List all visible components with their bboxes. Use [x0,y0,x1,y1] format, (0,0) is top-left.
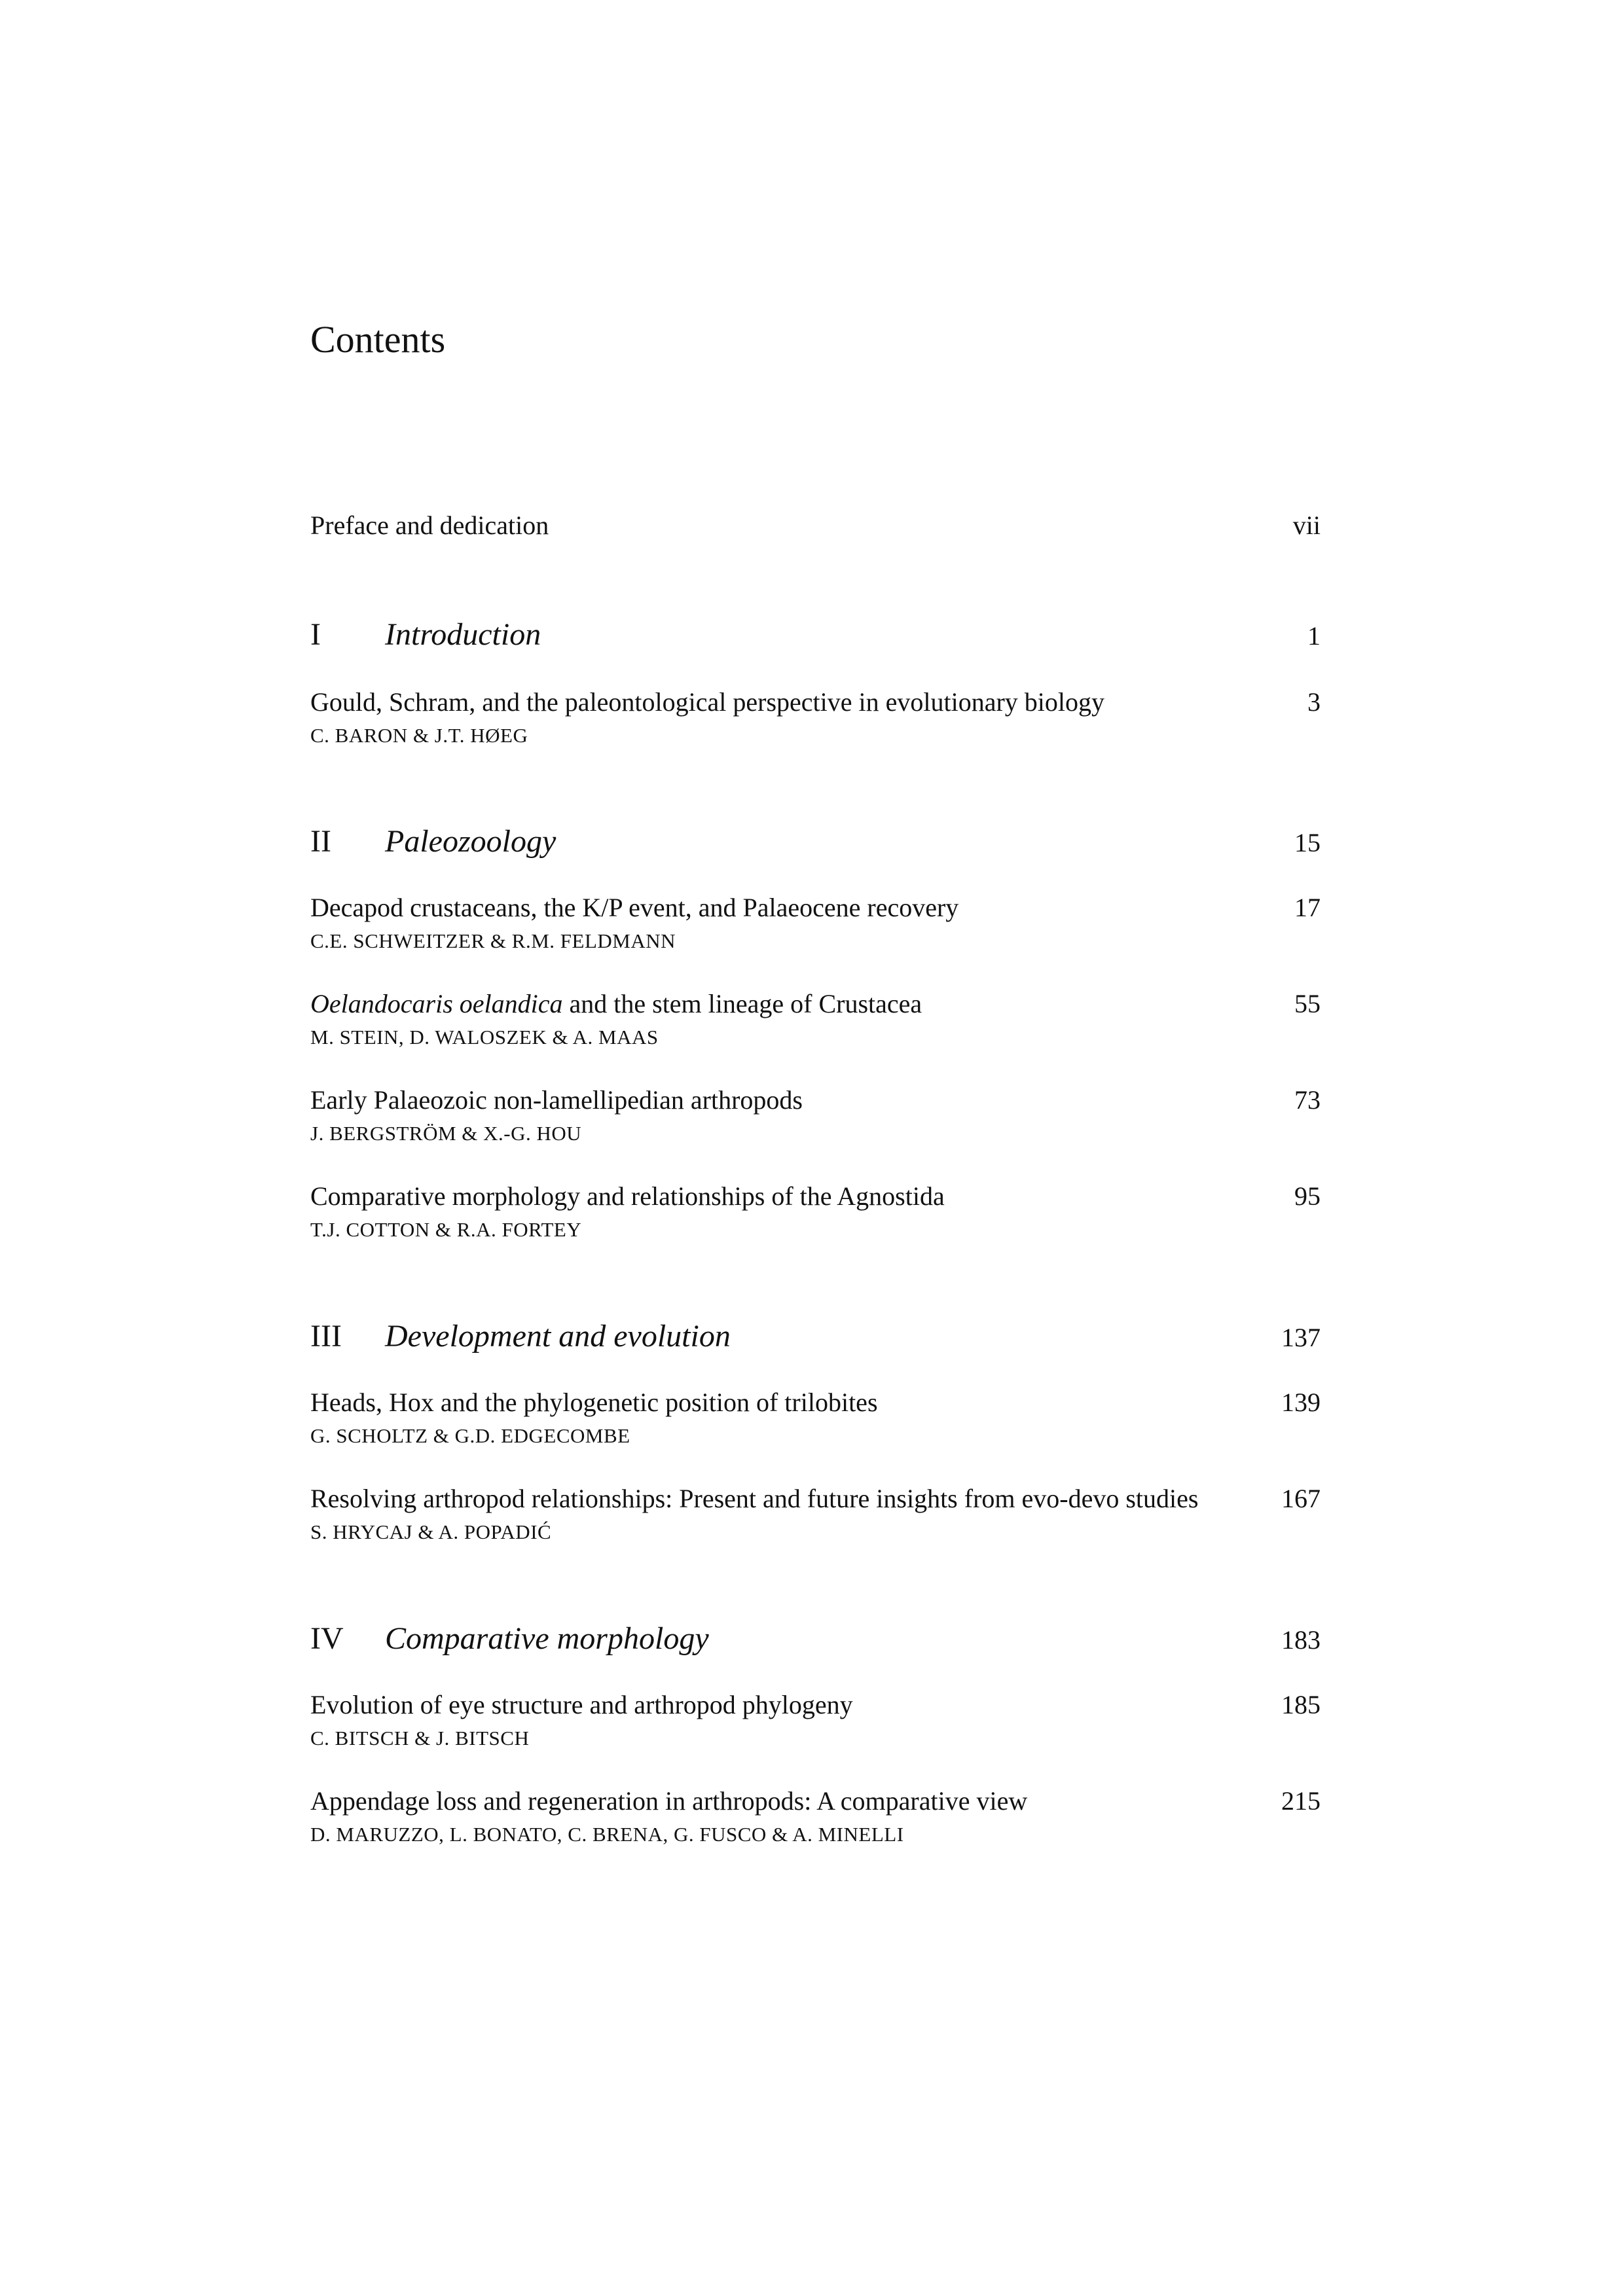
section-name: Introduction [385,617,541,652]
entry-authors: D. MARUZZO, L. BONATO, C. BRENA, G. FUSCO & A. MINELLI [310,1823,904,1846]
toc-entry[interactable] [310,1482,1321,1515]
entry-authors: G. SCHOLTZ & G.D. EDGECOMBE [310,1424,630,1447]
section-page: 1 [1307,621,1321,651]
section-heading-1[interactable] [310,614,1321,656]
entry-page: 55 [1294,989,1321,1018]
section-name: Paleozoology [385,824,556,859]
entry-page: 73 [1294,1085,1321,1115]
entry-authors: C. BARON & J.T. HØEG [310,724,528,747]
section-name: Development and evolution [385,1319,731,1354]
entry-page: 95 [1294,1181,1321,1211]
entry-title: Evolution of eye structure and arthropod phylogeny [310,1690,853,1719]
entry-authors: C.E. SCHWEITZER & R.M. FELDMANN [310,929,676,952]
entry-title: Decapod crustaceans, the K/P event, and Palaeocene recovery [310,893,959,922]
entry-title: Resolving arthropod relationships: Present and future insights from evo-devo studies [310,1484,1199,1513]
entry-page: 215 [1281,1786,1321,1816]
entry-page: 3 [1307,687,1321,717]
entry-title: Heads, Hox and the phylogenetic position of trilobites [310,1388,878,1417]
entry-title: Comparative morphology and relationships of the Agnostida [310,1181,945,1211]
entry-title: Gould, Schram, and the paleontological perspective in evolutionary biology [310,687,1105,717]
toc-entry[interactable] [310,1180,1321,1213]
entry-page: 139 [1281,1388,1321,1417]
entry-authors: C. BITSCH & J. BITSCH [310,1727,530,1749]
toc-entry[interactable] [310,1689,1321,1721]
toc-entry[interactable] [310,1386,1321,1419]
toc-entry[interactable] [310,1785,1321,1818]
entry-title-rest: and the stem lineage of Crustacea [562,989,922,1018]
toc-entry[interactable] [310,988,1321,1020]
entry-authors: M. STEIN, D. WALOSZEK & A. MAAS [310,1026,659,1049]
section-numeral: IV [310,1621,344,1656]
section-numeral: II [310,824,331,859]
entry-authors: T.J. COTTON & R.A. FORTEY [310,1218,582,1241]
entry-title: Early Palaeozoic non-lamellipedian arthropods [310,1085,803,1115]
section-heading-4[interactable] [310,1618,1321,1660]
toc-entry-preface[interactable] [310,509,1321,542]
entry-page: 185 [1281,1690,1321,1719]
section-heading-3[interactable] [310,1316,1321,1357]
toc-entry[interactable] [310,891,1321,924]
section-heading-2[interactable] [310,821,1321,863]
entry-authors: J. BERGSTRÖM & X.-G. HOU [310,1122,582,1145]
toc-entry[interactable] [310,686,1321,719]
toc-entry[interactable] [310,1084,1321,1117]
section-page: 15 [1294,828,1321,857]
entry-title: Appendage loss and regeneration in arthropods: A comparative view [310,1786,1028,1816]
entry-title [310,988,922,1020]
section-numeral: I [310,617,321,652]
page-title: Contents [310,318,446,361]
entry-title-italic: Oelandocaris oelandica [310,989,563,1018]
section-numeral: III [310,1319,342,1354]
section-page: 183 [1281,1625,1321,1655]
entry-page: 17 [1294,893,1321,922]
entry-page: vii [1292,511,1321,540]
entry-authors: S. HRYCAJ & A. POPADIĆ [310,1520,552,1543]
entry-page: 167 [1281,1484,1321,1513]
section-page: 137 [1281,1323,1321,1352]
entry-title: Preface and dedication [310,511,549,540]
section-name: Comparative morphology [385,1621,709,1656]
